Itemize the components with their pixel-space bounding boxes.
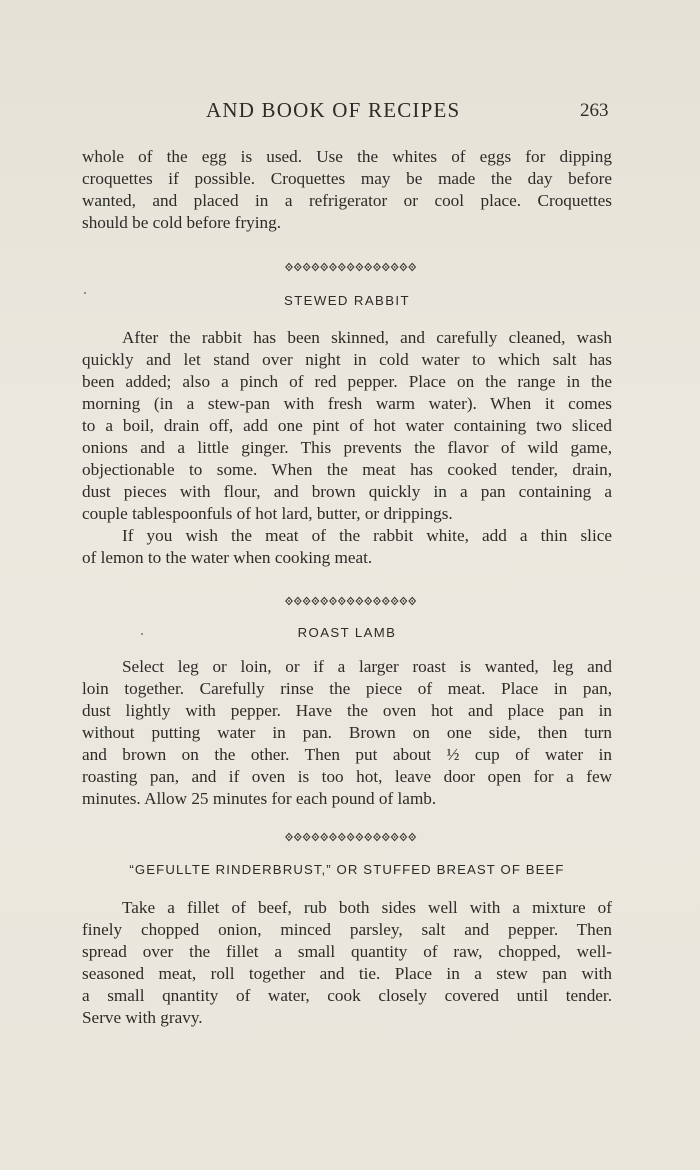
ornament-dot: [315, 266, 317, 268]
running-header: [0, 98, 700, 128]
recipe-body-stewed-rabbit: [82, 327, 612, 569]
ornament-dot: [288, 600, 290, 602]
text-line: whole of the egg is used. Use the whites of eggs for dipping: [82, 147, 612, 166]
ornament-dot: [359, 266, 361, 268]
ornament-dot: [306, 600, 308, 602]
ornament-dot: [403, 836, 405, 838]
ornament-dot: [367, 266, 369, 268]
ornament-dot: [297, 600, 299, 602]
text-line: couple tablespoonfuls of hot lard, butter, or drippings.: [82, 504, 453, 523]
text-line: If you wish the meat of the rabbit white, add a thin slice: [122, 526, 612, 545]
ornament-dot: [323, 600, 325, 602]
ornament-dot: [394, 600, 396, 602]
section-divider-ornament: [284, 262, 418, 272]
section-divider-ornament: [284, 832, 418, 842]
ornament-dot: [315, 836, 317, 838]
text-line: loin together. Carefully rinse the piece of meat. Place in pan,: [82, 679, 612, 698]
ornament-dot: [323, 836, 325, 838]
text-line: been added; also a pinch of red pepper. Place on the range in the: [82, 372, 612, 391]
ornament-dot: [332, 836, 334, 838]
ornament-dot: [385, 600, 387, 602]
running-title: AND BOOK OF RECIPES: [206, 98, 461, 122]
text-line: finely chopped onion, minced parsley, salt and pepper. Then: [82, 920, 612, 939]
text-line: seasoned meat, roll together and tie. Place in a stew pan with: [82, 964, 612, 983]
ornament-dot: [385, 266, 387, 268]
ornament-dot: [341, 266, 343, 268]
text-line: without putting water in pan. Brown on one side, then turn: [82, 723, 612, 742]
text-line: onions and a little ginger. This prevents the flavor of wild game,: [82, 438, 612, 457]
text-line: Take a fillet of beef, rub both sides well with a mixture of: [122, 898, 612, 917]
text-line: of lemon to the water when cooking meat.: [82, 548, 373, 567]
recipe-title-stuffed-breast-of-beef: “GEFULLTE RINDERBRUST,” OR STUFFED BREAST OF BEEF: [129, 862, 565, 877]
ornament-dot: [288, 836, 290, 838]
ornament-dot: [403, 600, 405, 602]
recipe-body-stuffed-breast-of-beef: [82, 897, 612, 1029]
text-line: Select leg or loin, or if a larger roast is wanted, leg and: [122, 657, 612, 676]
page-number: 263: [580, 100, 609, 121]
ornament-dot: [367, 836, 369, 838]
ornament-dot: [315, 600, 317, 602]
text-line: quickly and let stand over night in cold water to which salt has: [82, 350, 612, 369]
ornament-dot: [341, 600, 343, 602]
ornament-dot: [288, 266, 290, 268]
paper-speck: [141, 633, 143, 635]
ornament-row: [284, 262, 418, 272]
ornament-dot: [403, 266, 405, 268]
ornament-dot: [367, 600, 369, 602]
ornament-dot: [359, 600, 361, 602]
ornament-dot: [306, 266, 308, 268]
ornament-dot: [394, 836, 396, 838]
continuation-paragraph: [82, 146, 612, 234]
ornament-dot: [297, 266, 299, 268]
ornament-dot: [332, 266, 334, 268]
ornament-dot: [359, 836, 361, 838]
text-line: Serve with gravy.: [82, 1008, 203, 1027]
ornament-row: [284, 832, 418, 842]
ornament-dot: [350, 836, 352, 838]
ornament-dot: [411, 836, 413, 838]
ornament-dot: [297, 836, 299, 838]
text-line: morning (in a stew-pan with fresh warm water). When it comes: [82, 394, 612, 413]
text-line: spread over the fillet a small quantity of raw, chopped, well-: [82, 942, 612, 961]
ornament-dot: [376, 600, 378, 602]
ornament-dot: [376, 836, 378, 838]
text-line: roasting pan, and if oven is too hot, leave door open for a few: [82, 767, 612, 786]
text-line: dust lightly with pepper. Have the oven hot and place pan in: [82, 701, 612, 720]
text-line: After the rabbit has been skinned, and carefully cleaned, wash: [122, 328, 612, 347]
ornament-dot: [306, 836, 308, 838]
ornament-dot: [350, 600, 352, 602]
ornament-dot: [323, 266, 325, 268]
text-line: minutes. Allow 25 minutes for each pound of lamb.: [82, 789, 437, 808]
ornament-dot: [385, 836, 387, 838]
text-line: dust pieces with flour, and brown quickly in a pan containing a: [82, 482, 612, 501]
paper-speck: [84, 292, 86, 294]
ornament-dot: [376, 266, 378, 268]
ornament-dot: [394, 266, 396, 268]
ornament-dot: [411, 600, 413, 602]
recipe-body-roast-lamb: [82, 656, 612, 810]
text-line: wanted, and placed in a refrigerator or cool place. Croquettes: [82, 191, 612, 210]
ornament-row: [284, 596, 418, 606]
text-line: and brown on the other. Then put about ½ cup of water in: [82, 745, 612, 764]
text-line: croquettes if possible. Croquettes may be made the day before: [82, 169, 612, 188]
section-divider-ornament: [284, 596, 418, 606]
ornament-dot: [350, 266, 352, 268]
text-line: a small qnantity of water, cook closely covered until tender.: [82, 986, 612, 1005]
ornament-dot: [411, 266, 413, 268]
text-line: to a boil, drain off, add one pint of hot water containing two sliced: [82, 416, 612, 435]
text-line: objectionable to some. When the meat has cooked tender, drain,: [82, 460, 612, 479]
ornament-dot: [341, 836, 343, 838]
ornament-dot: [332, 600, 334, 602]
recipe-title-roast-lamb: ROAST LAMB: [297, 625, 397, 640]
text-line: should be cold before frying.: [82, 213, 282, 232]
recipe-title-stewed-rabbit: STEWED RABBIT: [284, 293, 410, 308]
